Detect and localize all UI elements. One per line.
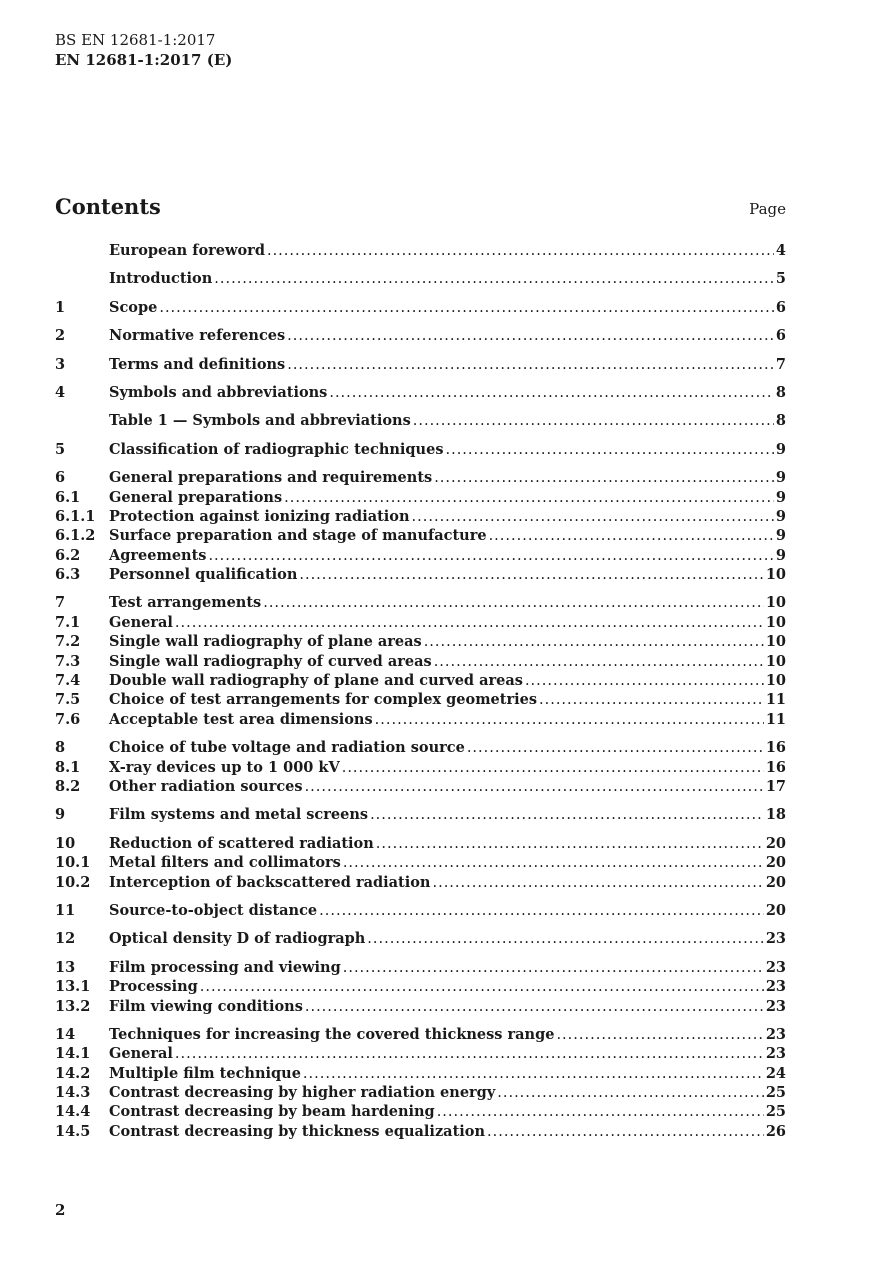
toc-dot-leader	[287, 356, 774, 375]
toc-entry[interactable]	[55, 805, 786, 824]
toc-entry-label: General	[109, 1045, 173, 1063]
toc-entry[interactable]	[55, 873, 786, 892]
toc-dot-leader	[284, 489, 774, 508]
toc-entry-number: 7.1	[55, 613, 81, 631]
toc-dot-leader	[305, 998, 764, 1017]
toc-entry-label: Acceptable test area dimensions	[109, 710, 373, 728]
toc-entry-number: 14.3	[55, 1084, 91, 1102]
toc-entry-page: 9	[775, 440, 786, 458]
toc-dot-leader	[200, 978, 764, 997]
toc-entry-number: 7	[55, 594, 66, 612]
toc-entry-page: 23	[765, 930, 786, 948]
toc-dot-leader	[539, 691, 764, 710]
toc-dot-leader	[413, 412, 774, 431]
toc-entry-label: Agreements	[109, 546, 207, 564]
toc-entry-page: 23	[765, 1025, 786, 1043]
toc-entry-label: Metal filters and collimators	[109, 854, 341, 872]
toc-dot-leader	[299, 566, 763, 585]
toc-dot-leader	[367, 930, 764, 949]
toc-dot-leader	[214, 270, 774, 289]
toc-dot-leader	[556, 1026, 763, 1045]
table-of-contents	[55, 241, 786, 1141]
toc-dot-leader	[445, 441, 773, 460]
toc-entry-label: Choice of tube voltage and radiation source	[109, 739, 465, 757]
toc-entry-page: 17	[765, 777, 786, 795]
toc-entry-number: 6	[55, 469, 66, 487]
toc-entry[interactable]	[55, 546, 786, 565]
toc-dot-leader	[303, 1065, 764, 1084]
toc-dot-leader	[319, 902, 764, 921]
toc-dot-leader	[525, 672, 764, 691]
toc-entry-label: X-ray devices up to 1 000 kV	[109, 758, 340, 776]
document-id: BS EN 12681-1:2017	[55, 31, 216, 49]
toc-entry-label: Contrast decreasing by thickness equalization	[109, 1122, 485, 1140]
toc-entry[interactable]	[55, 507, 786, 526]
toc-entry[interactable]	[55, 326, 786, 345]
toc-dot-leader	[287, 327, 774, 346]
toc-entry-label: Table 1 — Symbols and abbreviations	[109, 412, 411, 430]
toc-entry-page: 23	[765, 997, 786, 1015]
toc-entry-label: Contrast decreasing by higher radiation energy	[109, 1084, 496, 1102]
toc-entry-page: 20	[765, 901, 786, 919]
toc-entry-number: 13.2	[55, 997, 91, 1015]
toc-entry-page: 9	[775, 469, 786, 487]
toc-entry[interactable]	[55, 777, 786, 796]
toc-dot-leader	[343, 959, 764, 978]
toc-entry-label: Processing	[109, 978, 198, 996]
toc-entry-label: Source-to-object distance	[109, 901, 318, 919]
toc-entry[interactable]	[55, 383, 786, 402]
toc-entry-label: Classification of radiographic techniques	[109, 440, 444, 458]
toc-entry[interactable]	[55, 958, 786, 977]
toc-dot-leader	[159, 299, 774, 318]
toc-entry-label: Introduction	[109, 270, 213, 288]
toc-dot-leader	[424, 633, 764, 652]
toc-entry[interactable]	[55, 411, 786, 430]
toc-entry[interactable]	[55, 488, 786, 507]
toc-entry[interactable]	[55, 1044, 786, 1063]
toc-entry-number: 7.6	[55, 710, 81, 728]
toc-dot-leader	[432, 874, 763, 893]
toc-entry[interactable]	[55, 269, 786, 288]
toc-entry-number: 6.1.1	[55, 507, 96, 525]
toc-entry-number: 14.2	[55, 1064, 91, 1082]
toc-entry-page: 5	[775, 270, 786, 288]
toc-entry-number: 10.2	[55, 873, 91, 891]
toc-entry-page: 10	[765, 633, 786, 651]
toc-dot-leader	[467, 739, 764, 758]
toc-entry[interactable]	[55, 468, 786, 487]
toc-entry-number: 6.1	[55, 488, 81, 506]
toc-entry[interactable]	[55, 853, 786, 872]
toc-entry-page: 7	[775, 355, 786, 373]
toc-entry-number: 13	[55, 958, 76, 976]
toc-entry-label: General preparations and requirements	[109, 469, 433, 487]
toc-dot-leader	[376, 835, 764, 854]
toc-entry-number: 7.4	[55, 672, 81, 690]
toc-entry-page: 10	[765, 594, 786, 612]
toc-entry-page: 16	[765, 739, 786, 757]
toc-dot-leader	[208, 547, 773, 566]
toc-entry-label: Double wall radiography of plane and curved areas	[109, 672, 523, 690]
toc-entry[interactable]	[55, 1102, 786, 1121]
toc-entry-number: 2	[55, 327, 66, 345]
toc-entry-label: Normative references	[109, 327, 286, 345]
toc-entry[interactable]	[55, 613, 786, 632]
toc-entry[interactable]	[55, 758, 786, 777]
toc-entry-label: Contrast decreasing by beam hardening	[109, 1103, 435, 1121]
toc-entry-number: 6.3	[55, 566, 81, 584]
toc-entry[interactable]	[55, 671, 786, 690]
toc-dot-leader	[487, 1123, 764, 1142]
toc-entry-number: 8.1	[55, 758, 81, 776]
toc-entry-page: 9	[775, 488, 786, 506]
toc-entry-page: 9	[775, 527, 786, 545]
toc-entry-number: 11	[55, 901, 76, 919]
toc-entry[interactable]	[55, 1122, 786, 1141]
page-column-label: Page	[749, 200, 786, 218]
toc-entry[interactable]	[55, 738, 786, 757]
toc-entry-page: 9	[775, 546, 786, 564]
toc-entry-page: 25	[765, 1103, 786, 1121]
toc-entry-number: 14.5	[55, 1122, 91, 1140]
toc-entry-label: Terms and definitions	[109, 355, 286, 373]
toc-entry-number: 6.1.2	[55, 527, 96, 545]
toc-entry[interactable]	[55, 1064, 786, 1083]
toc-dot-leader	[267, 242, 774, 261]
toc-entry[interactable]	[55, 901, 786, 920]
toc-entry[interactable]	[55, 652, 786, 671]
toc-entry-number: 14.4	[55, 1103, 91, 1121]
toc-entry-label: Multiple film technique	[109, 1064, 301, 1082]
toc-entry-label: Film systems and metal screens	[109, 806, 369, 824]
toc-dot-leader	[263, 594, 764, 613]
toc-entry-page: 10	[765, 652, 786, 670]
toc-entry-label: Film processing and viewing	[109, 958, 341, 976]
toc-entry-page: 20	[765, 834, 786, 852]
toc-dot-leader	[437, 1103, 764, 1122]
toc-entry-number: 6.2	[55, 546, 81, 564]
toc-dot-leader	[375, 711, 764, 730]
toc-dot-leader	[370, 806, 764, 825]
toc-entry-number: 9	[55, 806, 66, 824]
toc-dot-leader	[434, 469, 774, 488]
toc-entry-page: 4	[775, 242, 786, 259]
toc-entry-number: 7.5	[55, 691, 81, 709]
toc-entry[interactable]	[55, 690, 786, 709]
toc-entry-page: 8	[775, 383, 786, 401]
toc-dot-leader	[343, 854, 764, 873]
toc-entry[interactable]	[55, 977, 786, 996]
toc-entry-page: 20	[765, 873, 786, 891]
toc-entry[interactable]	[55, 632, 786, 651]
toc-entry-number: 12	[55, 930, 76, 948]
toc-entry-page: 23	[765, 1045, 786, 1063]
toc-entry-label: Single wall radiography of plane areas	[109, 633, 422, 651]
toc-dot-leader	[329, 384, 774, 403]
toc-entry-label: Interception of backscattered radiation	[109, 873, 431, 891]
toc-entry-page: 24	[765, 1064, 786, 1082]
toc-entry-label: Test arrangements	[109, 594, 262, 612]
toc-entry-label: General preparations	[109, 488, 283, 506]
toc-entry[interactable]	[55, 241, 786, 260]
toc-entry-page: 10	[765, 613, 786, 631]
toc-entry-number: 14.1	[55, 1045, 91, 1063]
toc-entry-page: 10	[765, 672, 786, 690]
toc-entry-page: 20	[765, 854, 786, 872]
toc-entry-page: 18	[765, 806, 786, 824]
toc-entry-label: Techniques for increasing the covered thickness range	[109, 1025, 555, 1043]
toc-entry-number: 8	[55, 739, 66, 757]
toc-entry-label: Scope	[109, 298, 158, 316]
toc-dot-leader	[489, 527, 774, 546]
toc-dot-leader	[175, 1045, 764, 1064]
toc-entry[interactable]	[55, 565, 786, 584]
toc-entry-page: 6	[775, 327, 786, 345]
toc-entry-label: Surface preparation and stage of manufacture	[109, 527, 487, 545]
toc-entry-page: 10	[765, 566, 786, 584]
toc-entry-page: 23	[765, 978, 786, 996]
toc-entry[interactable]	[55, 593, 786, 612]
toc-entry-label: Personnel qualification	[109, 566, 298, 584]
toc-dot-leader	[342, 759, 764, 778]
toc-entry-number: 3	[55, 355, 66, 373]
toc-entry-page: 26	[765, 1122, 786, 1140]
toc-entry-label: General	[109, 613, 173, 631]
toc-entry-page: 23	[765, 958, 786, 976]
toc-entry-page: 8	[775, 412, 786, 430]
toc-entry-page: 25	[765, 1084, 786, 1102]
toc-entry-label: Optical density D of radiograph	[109, 930, 366, 948]
toc-entry-number: 10.1	[55, 854, 91, 872]
toc-entry-label: European foreword	[109, 242, 265, 259]
toc-entry[interactable]	[55, 1025, 786, 1044]
toc-entry[interactable]	[55, 834, 786, 853]
document-id-edition: EN 12681-1:2017 (E)	[55, 51, 233, 69]
toc-entry[interactable]	[55, 355, 786, 374]
toc-entry-label: Symbols and abbreviations	[109, 383, 328, 401]
toc-entry-number: 7.2	[55, 633, 81, 651]
toc-entry-label: Choice of test arrangements for complex geometries	[109, 691, 537, 709]
toc-entry[interactable]	[55, 929, 786, 948]
toc-dot-leader	[434, 653, 764, 672]
toc-dot-leader	[305, 778, 764, 797]
toc-entry-page: 11	[765, 691, 786, 709]
toc-entry-label: Reduction of scattered radiation	[109, 834, 374, 852]
toc-entry-number: 1	[55, 298, 66, 316]
toc-dot-leader	[497, 1084, 764, 1103]
toc-entry[interactable]	[55, 298, 786, 317]
toc-dot-leader	[412, 508, 774, 527]
toc-entry-label: Film viewing conditions	[109, 997, 303, 1015]
toc-entry-number: 13.1	[55, 978, 91, 996]
toc-entry-page: 6	[775, 298, 786, 316]
toc-entry-number: 8.2	[55, 777, 81, 795]
toc-entry[interactable]	[55, 997, 786, 1016]
toc-entry-label: Other radiation sources	[109, 777, 303, 795]
toc-entry-number: 4	[55, 383, 66, 401]
page-number: 2	[55, 1201, 66, 1219]
toc-entry-number: 10	[55, 834, 76, 852]
toc-entry-page: 9	[775, 507, 786, 525]
toc-entry[interactable]	[55, 526, 786, 545]
toc-entry-page: 11	[765, 710, 786, 728]
toc-entry-number: 14	[55, 1025, 76, 1043]
toc-entry[interactable]	[55, 710, 786, 729]
toc-entry-page: 16	[765, 758, 786, 776]
toc-entry-label: Single wall radiography of curved areas	[109, 652, 432, 670]
toc-entry[interactable]	[55, 440, 786, 459]
contents-title: Contents	[55, 194, 161, 219]
toc-entry[interactable]	[55, 1083, 786, 1102]
toc-dot-leader	[175, 614, 764, 633]
toc-entry-label: Protection against ionizing radiation	[109, 507, 410, 525]
toc-entry-number: 7.3	[55, 652, 81, 670]
toc-entry-number: 5	[55, 440, 66, 458]
